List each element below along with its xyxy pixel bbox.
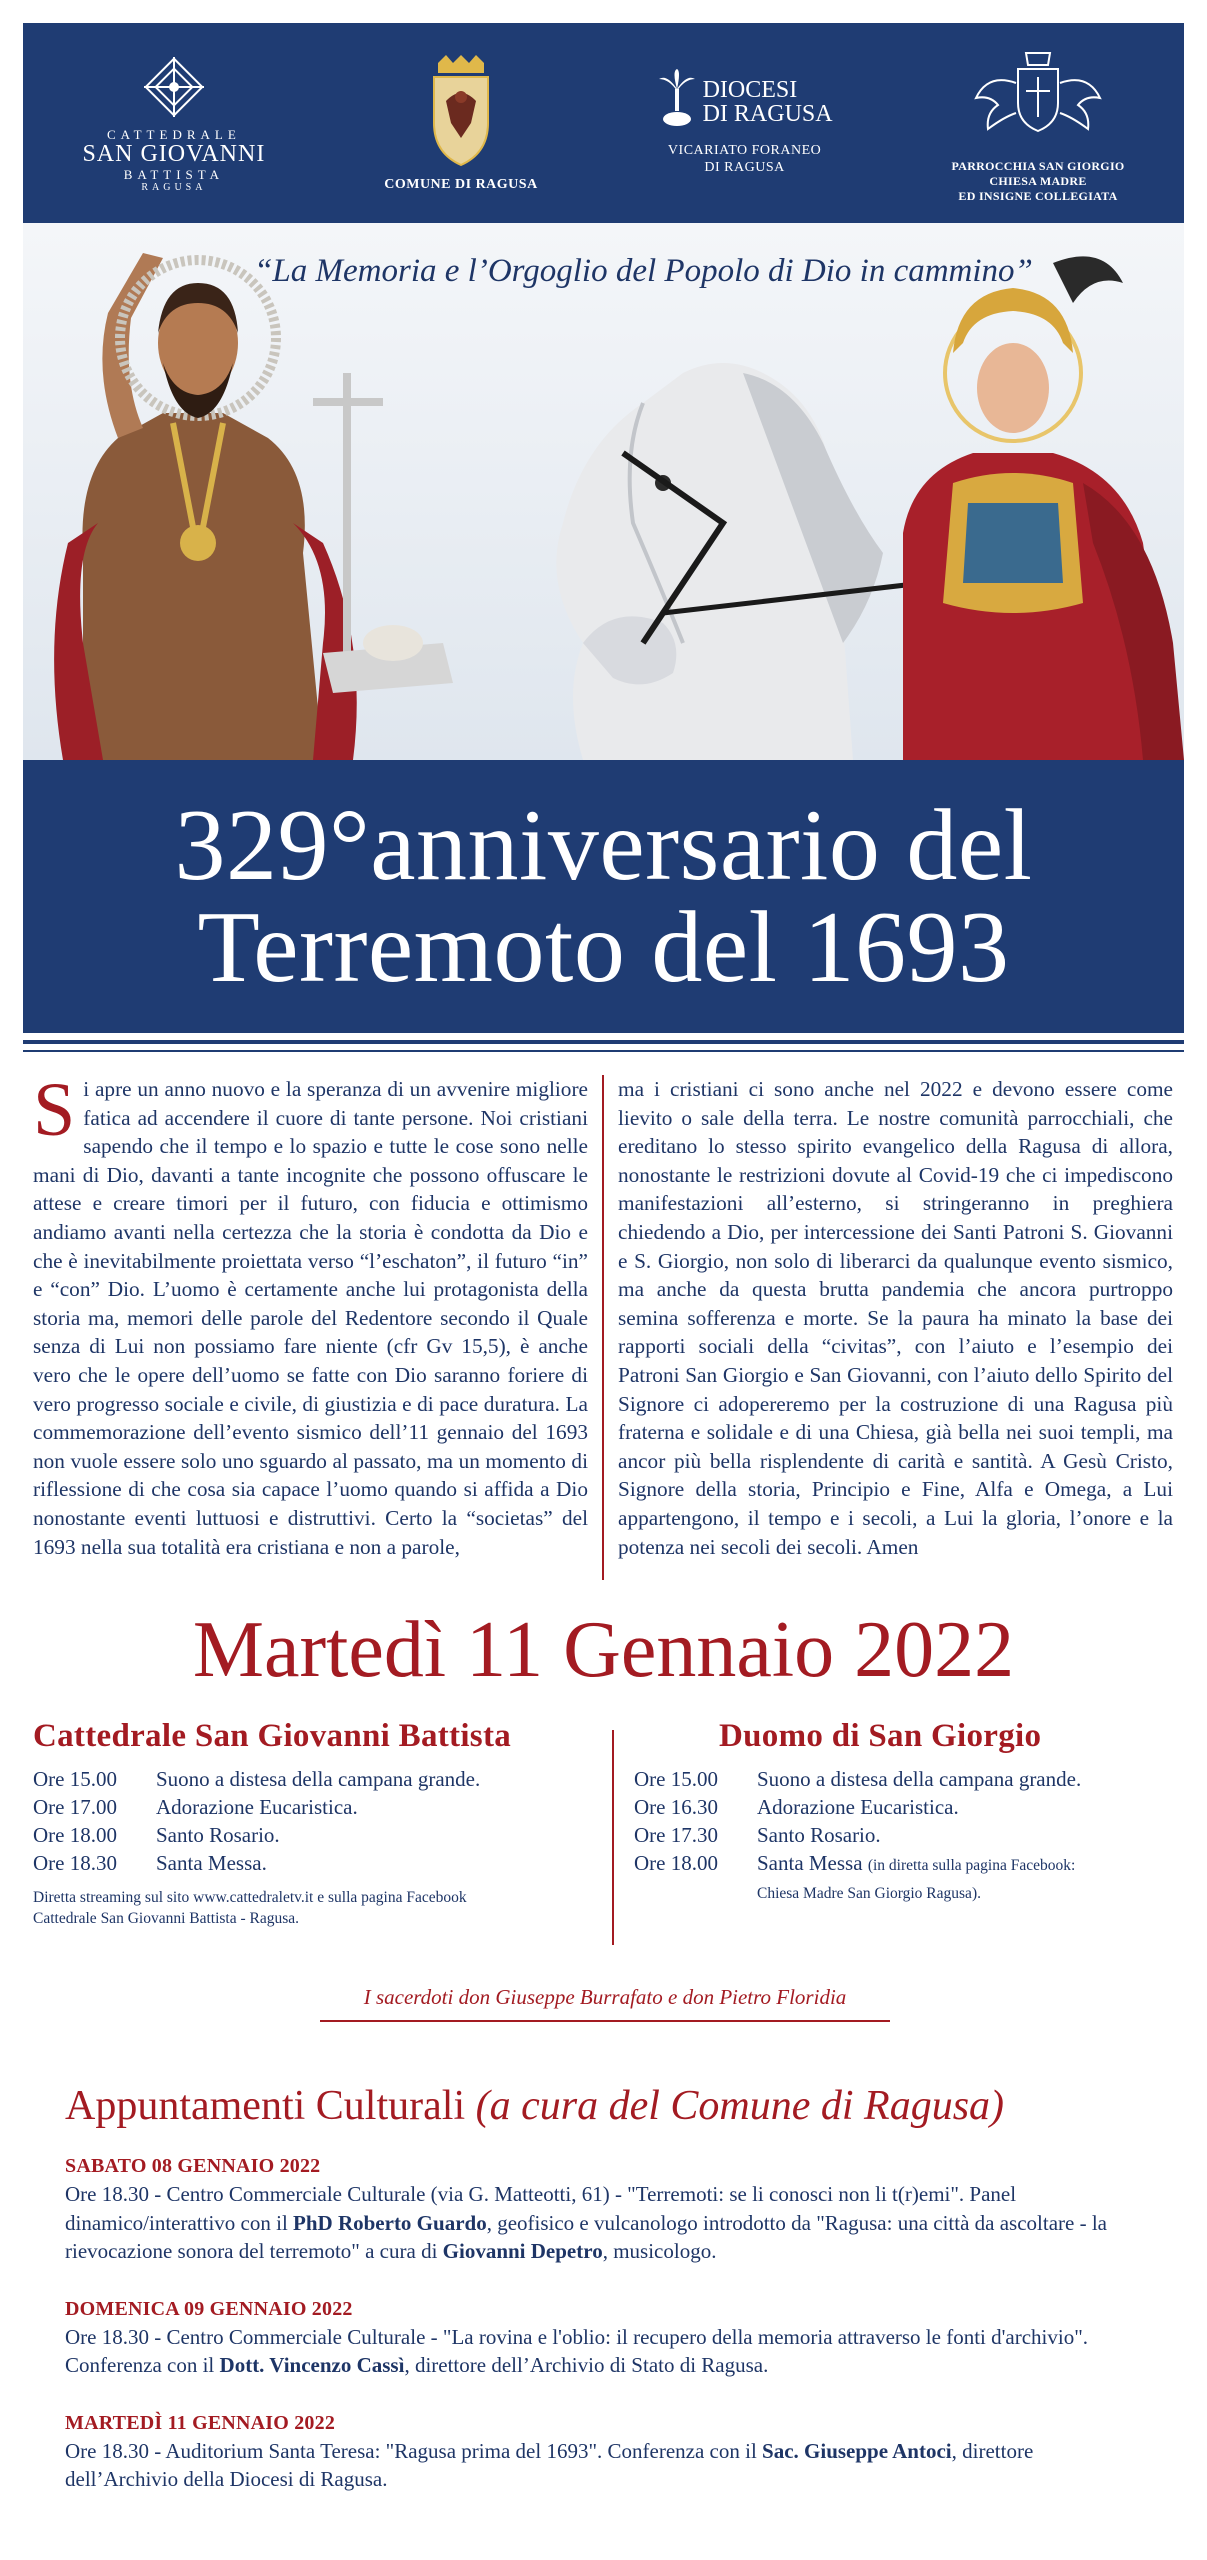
schedule-activity-text: Santa Messa — [756, 1851, 863, 1875]
logo-diocesi — [657, 69, 833, 177]
diocesi-line3: VICARIATO FORANEO — [667, 143, 822, 159]
cattedrale-emblem-icon — [139, 52, 209, 122]
priests-signature: I sacerdoti don Giuseppe Burrafato e don Pietro Floridia — [320, 1985, 890, 2022]
schedule-activity: Adorazione Eucaristica. — [156, 1795, 358, 1819]
event-speaker: Dott. Vincenzo Cassì — [219, 2353, 405, 2377]
schedule-activity: Suono a distesa della campana grande. — [156, 1767, 481, 1791]
schedule-activity — [757, 1849, 1178, 1905]
schedule-time: Ore 15.00 — [33, 1767, 117, 1791]
comune-label: COMUNE DI RAGUSA — [384, 177, 538, 192]
logo-parrocchia — [951, 43, 1124, 204]
schedule-time: Ore 17.00 — [33, 1795, 117, 1819]
event-speaker: Sac. Giuseppe Antoci — [762, 2438, 952, 2463]
intro-column-right-text: ma i cristiani ci sono anche nel 2022 e devono essere come lievito o sale della terra. Le nostre comunità parrocchiali, che ereditano lo stesso spirito evangelico della Ragusa di allora, nonostante le restrizioni dovute al Covid-19 che ci impediscono manifestazioni all’esterno, si stringeranno in preghiera chiedendo a Dio, per intercessione dei Santi Patroni S. Giovanni e S. Giorgio, non solo di liberarci da qualunque evento sismico, ma anche da questa brutta pandemia che ancora purtroppo semina sofferenza e morte. Se la paura ha minato la base dei rapporti sociali della “civitas”, con l’aiuto e l’esempio dei Patroni San Giorgio e San Giovanni, con l’aiuto dello Spirito del Signore ci adopereremo per la costruzione di una Ragusa più fraterna e solidale e di una Chiesa, già bella nei suoi templi, ma ancor più bella risplendente di carità e santità. A Gesù Cristo, Signore della storia, Principio e Fine, Alfa e Omega, a Lui appartengono, il tempo e i secoli, a Lui la gloria, l’onore e la potenza nei secoli dei secoli. Amen — [618, 1077, 1173, 1559]
intro-divider — [602, 1075, 604, 1580]
schedule-row — [33, 1821, 602, 1849]
schedule-activity: Santo Rosario. — [756, 1823, 881, 1847]
diocesi-palm-icon — [657, 69, 697, 129]
schedule-time: Ore 17.30 — [633, 1823, 718, 1847]
schedule-activity: Santa Messa. — [156, 1851, 267, 1875]
schedule-divider — [612, 1730, 614, 1945]
event-day: DOMENICA 09 GENNAIO 2022 — [65, 2297, 353, 2320]
event-description: Ore 18.30 - Centro Commerciale Culturale - "La rovina e l'oblio: il recupero della memoria attraverso le fonti d'archivio". Conferenza con il Dott. Vincenzo Cassì, direttore dell’Archivio di Stato di Ragusa. — [65, 2324, 1089, 2377]
event-description: Ore 18.30 - Auditorium Santa Teresa: "Ragusa prima del 1693". Conferenza con il Sac. Giuseppe Antoci, direttore dell’Archivio della Diocesi di Ragusa. — [65, 2438, 1034, 2491]
header-bar — [23, 23, 1184, 223]
cultural-event — [65, 2155, 1145, 2266]
title-rule-thick — [23, 1040, 1184, 1044]
event-description: Ore 18.30 - Centro Commerciale Culturale (via G. Matteotti, 61) - "Terremoti: se li conosci non li t(r)emi". Panel dinamico/interattivo con il PhD Roberto Guardo, geofisico e vulcanologo introdotto da "Ragusa: una città da ascoltare - la rievocazione sonora del terremoto" a cura di Giovanni Depetro, musicologo. — [65, 2182, 1107, 2263]
streaming-note-line1: Diretta streaming sul sito www.cattedraletv.it e sulla pagina Facebook — [33, 1889, 467, 1906]
schedule-activity: Suono a distesa della campana grande. — [756, 1767, 1082, 1791]
cultural-event — [65, 2298, 1145, 2380]
schedule-row — [634, 1849, 1178, 1905]
schedule-row — [634, 1793, 1178, 1821]
logo-comune — [384, 53, 537, 193]
cultural-event — [65, 2412, 1145, 2494]
intro-text — [33, 1068, 1173, 1580]
saints-statues-illustration — [23, 223, 1184, 760]
diocesi-line4: DI RAGUSA — [704, 160, 785, 175]
horse-statue — [556, 363, 923, 760]
schedule-activity: Santo Rosario. — [156, 1823, 280, 1847]
event-day: SABATO 08 GENNAIO 2022 — [65, 2155, 321, 2177]
schedule — [33, 1718, 1178, 1948]
san-giovanni-statue — [54, 253, 453, 760]
parrocchia-line3: ED INSIGNE COLLEGIATA — [958, 188, 1118, 203]
cattedrale-line2: SAN GIOVANNI — [82, 141, 266, 168]
title-line1: 329°anniversario del — [174, 788, 1033, 902]
cultural-events — [65, 2155, 1145, 2526]
logo-cattedrale — [82, 52, 265, 194]
streaming-note-line2: Cattedrale San Giovanni Battista - Ragusa. — [33, 1910, 300, 1927]
schedule-duomo — [634, 1718, 1178, 1948]
hero-image — [23, 223, 1184, 760]
facebook-note-line2: Chiesa Madre San Giorgio Ragusa). — [756, 1885, 981, 1902]
schedule-row — [33, 1793, 602, 1821]
facebook-note: (in diretta sulla pagina Facebook: — [867, 1857, 1076, 1874]
parrocchia-line1: PARROCCHIA SAN GIORGIO — [951, 158, 1125, 173]
parrocchia-line2: CHIESA MADRE — [989, 173, 1087, 188]
event-date: Martedì 11 Gennaio 2022 — [192, 1606, 1015, 1694]
schedule-cattedrale-title: Cattedrale San Giovanni Battista — [33, 1718, 512, 1754]
diocesi-line1: DIOCESI — [702, 77, 798, 104]
event-day: MARTEDÌ 11 GENNAIO 2022 — [65, 2411, 336, 2434]
schedule-activity: Adorazione Eucaristica. — [756, 1795, 959, 1819]
intro-column-right — [618, 1075, 1173, 1580]
event-speaker: PhD Roberto Guardo — [293, 2210, 487, 2235]
cattedrale-line3: BATTISTA — [123, 166, 225, 182]
parrocchia-crest-icon — [968, 43, 1108, 153]
schedule-time: Ore 18.00 — [633, 1851, 718, 1875]
title-rule-thin — [23, 1050, 1184, 1052]
schedule-cattedrale — [33, 1718, 602, 1948]
diocesi-line2: DI RAGUSA — [702, 101, 833, 128]
cultural-title-sub: (a cura del Comune di Ragusa) — [475, 2083, 1005, 2129]
comune-crest-icon — [426, 53, 496, 171]
hero-quote: “La Memoria e l’Orgoglio del Popolo di Dio in cammino” — [254, 253, 1033, 289]
intro-column-left — [33, 1068, 588, 1580]
streaming-note — [33, 1887, 602, 1929]
schedule-time: Ore 18.30 — [33, 1851, 117, 1875]
intro-column-left-text: i apre un anno nuovo e la speranza di un avvenire migliore fatica ad accendere il cuore di tante persone. Noi cristiani sapendo che il tempo e lo spazio e tutte le cose sono nelle mani di Dio, davanti a tante incognite che possono offuscare le attese e creare timori per il futuro, con fiducia e ottimismo andiamo avanti nella certezza che la storia è condotta da Dio e che è inevitabilmente proiettata verso “l’eschaton”, il futuro “in” e “con” Dio. L’uomo è certamente anche lui protagonista della storia ma, memori delle parole del Redentore secondo il Quale senza di Lui non possiamo fare niente (cfr Gv 15,5), è anche vero che le opere dell’uomo se fatte con Dio saranno foriere di vero progresso sociale e civile, di giustizia e di pace duratura. La commemorazione dell’evento sismico dell’11 gennaio del 1693 non vuole essere solo uno sguardo al passato, ma un momento di riflessione di che cosa sia capace l’uomo quando si affida a Dio nonostante eventi luttuosi e distruttivi. Certo la “societas” del 1693 nella sua totalità era cristiana e non a parole, — [33, 1077, 588, 1559]
title-line2: Terremoto del 1693 — [197, 890, 1010, 1004]
schedule-row — [33, 1849, 602, 1877]
event-curator: Giovanni Depetro — [442, 2239, 603, 2263]
cattedrale-line4: RAGUSA — [141, 181, 207, 193]
cultural-section-title — [65, 2082, 1004, 2130]
cattedrale-line1: CATTEDRALE — [107, 127, 241, 143]
san-giorgio-statue — [903, 256, 1184, 760]
schedule-time: Ore 18.00 — [33, 1823, 117, 1847]
schedule-duomo-title: Duomo di San Giorgio — [718, 1718, 1042, 1754]
title-band — [23, 760, 1184, 1033]
schedule-row — [33, 1765, 602, 1793]
schedule-time: Ore 16.30 — [633, 1795, 718, 1819]
intro-dropcap: S — [33, 1068, 76, 1152]
schedule-row — [634, 1821, 1178, 1849]
cultural-title-main: Appuntamenti Culturali — [65, 2083, 466, 2129]
schedule-row — [634, 1765, 1178, 1793]
schedule-time: Ore 15.00 — [633, 1767, 718, 1791]
